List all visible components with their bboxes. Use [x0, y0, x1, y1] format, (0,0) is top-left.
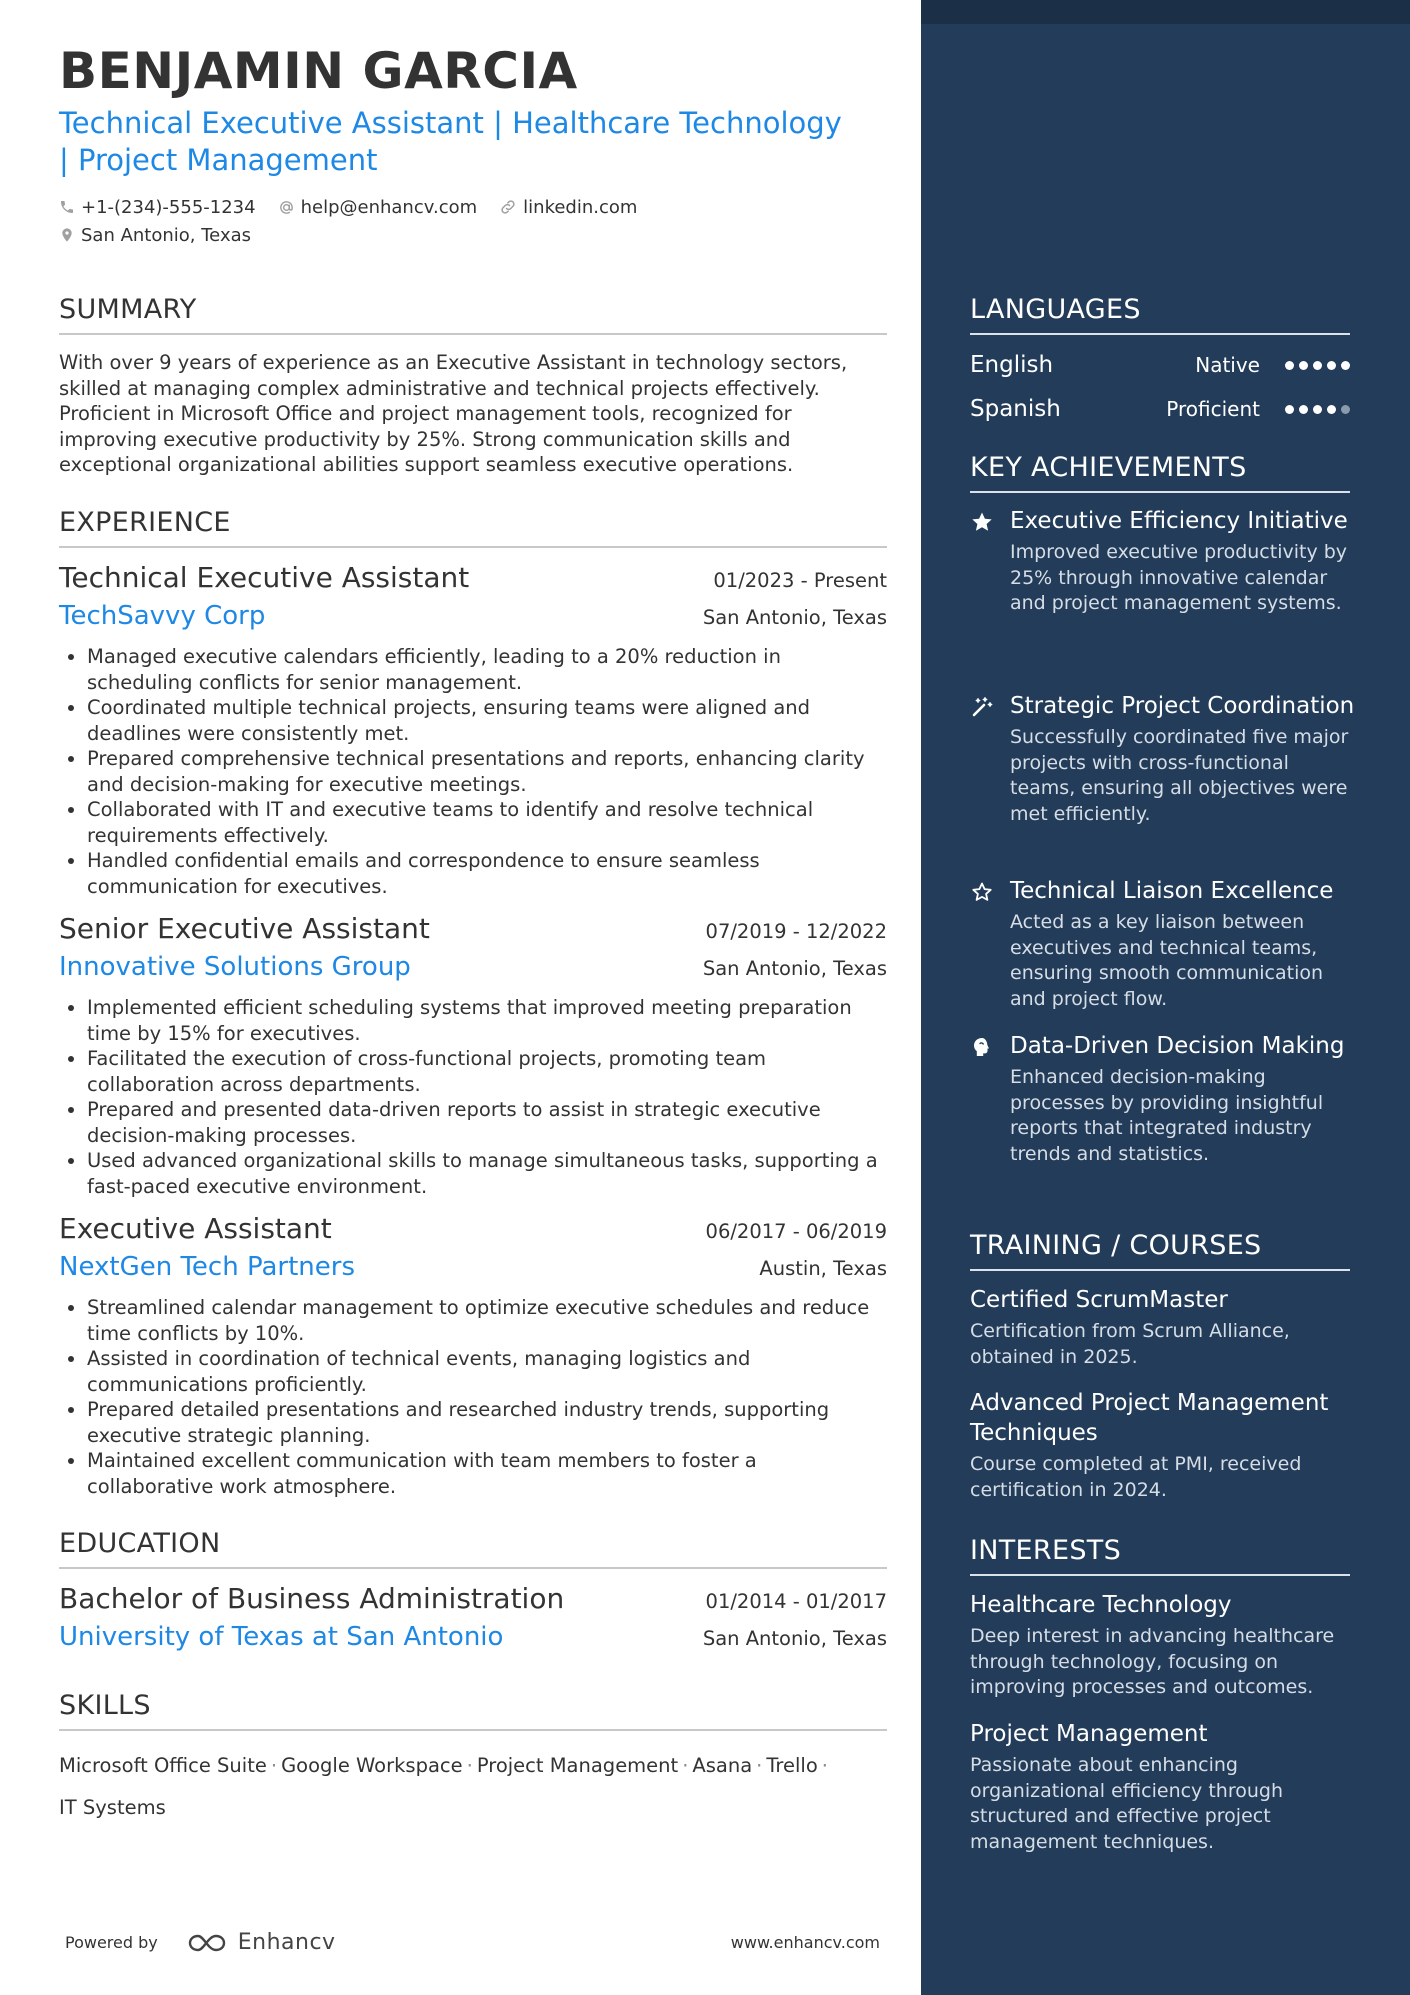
job-entry — [59, 561, 887, 899]
language-row-spanish — [970, 389, 1350, 429]
contact-info — [59, 193, 879, 249]
language-level: Proficient — [1166, 397, 1260, 421]
summary-text: With over 9 years of experience as an Executive Assistant in technology sectors, skilled at managing complex administrative and technical projects effectively. Proficient in Microsoft Office and project management tools, recognized for improving executive productivity by 25%. Strong communication skills and exceptional organizational abilities support seamless executive operations. — [59, 351, 848, 476]
bullet-item: • Used advanced organizational skills to manage simultaneous tasks, supporting a fast-paced executive environment. — [87, 1148, 887, 1199]
company-name[interactable]: TechSavvy Corp — [59, 601, 266, 631]
map-pin-icon — [59, 226, 75, 244]
skill-separator: · — [466, 1754, 473, 1777]
location-text: San Antonio, Texas — [81, 224, 251, 246]
training-item-title: Certified ScrumMaster — [970, 1287, 1228, 1313]
achievement-title: Technical Liaison Excellence — [1010, 878, 1334, 904]
training-item — [970, 1285, 1355, 1370]
skill-item: Asana — [692, 1754, 753, 1777]
achievement-title: Data-Driven Decision Making — [1010, 1033, 1345, 1059]
interest-item — [970, 1719, 1355, 1855]
training-item — [970, 1388, 1355, 1503]
job-entry — [59, 1212, 887, 1499]
training-item-desc: Course completed at PMI, received certification in 2024. — [970, 1453, 1302, 1501]
job-title: Technical Executive Assistant — [59, 561, 470, 594]
linkedin-contact[interactable] — [499, 197, 637, 218]
star-outline-icon — [970, 880, 994, 904]
skill-item: IT Systems — [59, 1796, 166, 1819]
interest-item-desc: Deep interest in advancing healthcare through technology, focusing on improving processes and outcomes. — [970, 1625, 1335, 1698]
experience-title: EXPERIENCE — [59, 507, 887, 548]
job-bullets — [59, 644, 887, 899]
rating-dot-empty — [1341, 405, 1350, 414]
skills-title: SKILLS — [59, 1690, 887, 1731]
achievement-item — [970, 1031, 1355, 1167]
infinity-logo-icon — [186, 1931, 232, 1955]
phone-contact[interactable] — [59, 197, 256, 218]
achievement-desc: Acted as a key liaison between executives and technical teams, ensuring smooth communication and project flow. — [1010, 911, 1324, 1010]
bullet-item: • Managed executive calendars efficiently, leading to a 20% reduction in scheduling conflicts for senior management. — [87, 644, 887, 695]
achievement-item — [970, 691, 1355, 827]
bullet-item: • Facilitated the execution of cross-functional projects, promoting team collaboration across departments. — [87, 1046, 887, 1097]
rating-dot-filled — [1299, 361, 1308, 370]
degree-title: Bachelor of Business Administration — [59, 1582, 565, 1615]
company-name[interactable]: Innovative Solutions Group — [59, 952, 411, 982]
achievement-item — [970, 506, 1355, 617]
achievement-title: Strategic Project Coordination — [1010, 693, 1355, 719]
achievements-title: KEY ACHIEVEMENTS — [970, 452, 1350, 493]
job-entry — [59, 912, 887, 1199]
skill-separator: · — [821, 1754, 828, 1777]
rating-dot-filled — [1313, 361, 1322, 370]
bullet-item: • Handled confidential emails and correspondence to ensure seamless communication for executives. — [87, 848, 887, 899]
company-name[interactable]: NextGen Tech Partners — [59, 1252, 355, 1282]
language-level: Native — [1195, 353, 1260, 377]
skill-item: Microsoft Office Suite — [59, 1754, 267, 1777]
brain-icon — [970, 1035, 994, 1059]
rating-dot-filled — [1341, 361, 1350, 370]
job-location: San Antonio, Texas — [702, 957, 887, 980]
interest-item-title: Project Management — [970, 1721, 1208, 1747]
phone-text: +1-(234)-555-1234 — [81, 196, 256, 218]
bullet-item: • Assisted in coordination of technical events, managing logistics and communications proficiently. — [87, 1346, 887, 1397]
achievement-desc: Improved executive productivity by 25% through innovative calendar and project management systems. — [1010, 541, 1348, 614]
bullet-item: • Collaborated with IT and executive teams to identify and resolve technical requirements effectively. — [87, 797, 887, 848]
rating-dot-filled — [1313, 405, 1322, 414]
skill-separator: · — [270, 1754, 278, 1777]
achievement-title: Executive Efficiency Initiative — [1010, 508, 1348, 534]
rating-dot-filled — [1327, 405, 1336, 414]
job-dates: 01/2023 - Present — [713, 569, 887, 592]
bullet-item: • Prepared detailed presentations and researched industry trends, supporting executive strategic planning. — [87, 1397, 887, 1448]
email-contact[interactable] — [278, 197, 478, 218]
rating-dot-filled — [1327, 361, 1336, 370]
phone-icon — [59, 199, 75, 215]
interest-item-desc: Passionate about enhancing organizational efficiency through structured and effective project management techniques. — [970, 1754, 1283, 1853]
rating-dot-filled — [1285, 405, 1294, 414]
bullet-item: • Implemented efficient scheduling systems that improved meeting preparation time by 15% for executives. — [87, 995, 887, 1046]
bullet-item: • Maintained excellent communication with team members to foster a collaborative work atmosphere. — [87, 1448, 887, 1499]
job-bullets — [59, 1295, 887, 1499]
star-filled-icon — [970, 510, 994, 534]
skill-separator: · — [682, 1754, 689, 1777]
enhancv-logo[interactable] — [186, 1930, 336, 1955]
job-dates: 06/2017 - 06/2019 — [705, 1220, 887, 1243]
footer — [65, 1930, 880, 1955]
rating-dot-filled — [1285, 361, 1294, 370]
link-icon — [499, 198, 517, 216]
linkedin-text: linkedin.com — [523, 196, 638, 218]
interest-item-title: Healthcare Technology — [970, 1592, 1232, 1618]
skill-item: Project Management — [476, 1754, 679, 1777]
interests-title: INTERESTS — [970, 1535, 1350, 1576]
location-contact — [59, 225, 251, 246]
job-title: Senior Executive Assistant — [59, 912, 430, 945]
sidebar-top-bar — [921, 0, 1410, 24]
headline: Technical Executive Assistant | Healthcare Technology | Project Management — [59, 106, 842, 177]
school-name[interactable]: University of Texas at San Antonio — [59, 1622, 504, 1652]
skill-separator: · — [756, 1754, 763, 1777]
magic-wand-icon — [970, 695, 994, 719]
education-dates: 01/2014 - 01/2017 — [705, 1590, 887, 1613]
language-rating — [1280, 405, 1350, 414]
achievement-desc: Enhanced decision-making processes by providing insightful reports that integrated industry trends and statistics. — [1010, 1066, 1324, 1165]
job-location: Austin, Texas — [759, 1257, 887, 1280]
bullet-item: • Coordinated multiple technical projects, ensuring teams were aligned and deadlines were consistently met. — [87, 695, 887, 746]
training-item-desc: Certification from Scrum Alliance, obtained in 2025. — [970, 1320, 1290, 1368]
training-item-title: Advanced Project Management Techniques — [970, 1390, 1329, 1446]
rating-dot-filled — [1299, 405, 1308, 414]
bullet-item: • Streamlined calendar management to optimize executive schedules and reduce time conflicts by 10%. — [87, 1295, 887, 1346]
candidate-name: BENJAMIN GARCIA — [59, 42, 578, 100]
interest-item — [970, 1590, 1355, 1701]
language-row-english — [970, 345, 1350, 385]
education-entry — [59, 1582, 887, 1665]
skills-list — [59, 1745, 887, 1829]
at-icon — [278, 199, 295, 216]
language-name: Spanish — [970, 396, 1061, 422]
achievement-item — [970, 876, 1355, 1012]
website-link[interactable]: www.enhancv.com — [730, 1933, 880, 1952]
email-text: help@enhancv.com — [300, 196, 478, 218]
education-title: EDUCATION — [59, 1528, 887, 1569]
brand-name: Enhancv — [237, 1930, 336, 1955]
job-bullets — [59, 995, 887, 1199]
powered-by-label: Powered by — [65, 1933, 158, 1952]
skill-item: Google Workspace — [281, 1754, 463, 1777]
job-location: San Antonio, Texas — [702, 606, 887, 629]
education-location: San Antonio, Texas — [702, 1627, 887, 1650]
bullet-item: • Prepared comprehensive technical presentations and reports, enhancing clarity and decision-making for executive meetings. — [87, 746, 887, 797]
job-title: Executive Assistant — [59, 1212, 332, 1245]
languages-title: LANGUAGES — [970, 294, 1350, 335]
job-dates: 07/2019 - 12/2022 — [705, 920, 887, 943]
skill-item: Trello — [766, 1754, 818, 1777]
bullet-item: • Prepared and presented data-driven reports to assist in strategic executive decision-making processes. — [87, 1097, 887, 1148]
language-rating — [1280, 361, 1350, 370]
achievement-desc: Successfully coordinated five major projects with cross-functional teams, ensuring all objectives were met efficiently. — [1010, 726, 1349, 825]
language-name: English — [970, 352, 1054, 378]
summary-title: SUMMARY — [59, 294, 887, 335]
training-title: TRAINING / COURSES — [970, 1230, 1350, 1271]
